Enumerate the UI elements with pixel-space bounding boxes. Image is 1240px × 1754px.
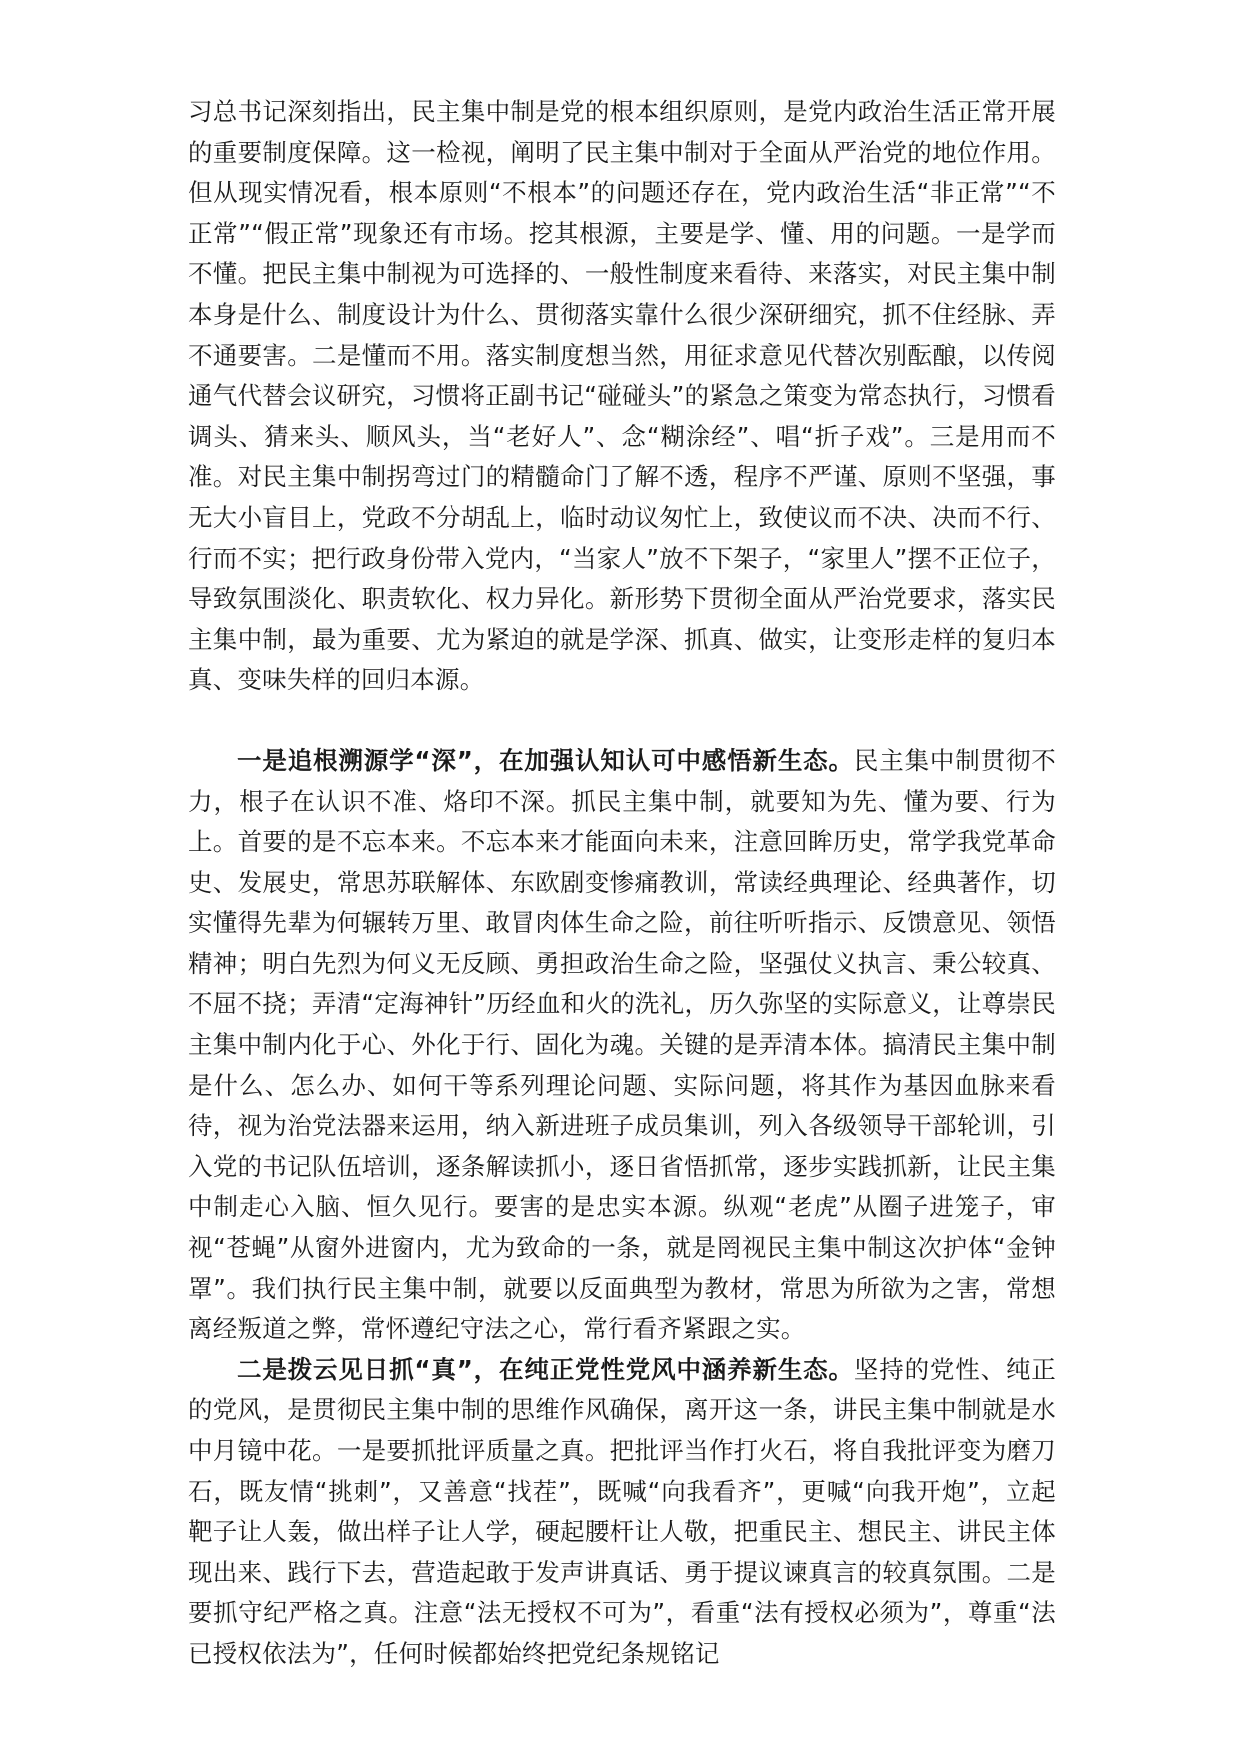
paragraph-text: 民主集中制贯彻不力，根子在认识不准、烙印不深。抓民主集中制，就要知为先、懂为要、行为上。首要的是不忘本来。不忘本来才能面向未来，注意回眸历史，常学我党革命史、发展史，常思苏联解体、东欧剧变惨痛教训，常读经典理论、经典著作，切实懂得先辈为何辗转万里、敢冒肉体生命之险，前往听听指示、反馈意见、领悟精神；明白先烈为何义无反顾、勇担政治生命之险，坚强仗义执言、秉公较真、不屈不挠；弄清“定海神针”历经血和火的洗礼，历久弥坚的实际意义，让尊崇民主集中制内化于心、外化于行、固化为魂。关键的是弄清本体。搞清民主集中制是什么、怎么办、如何干等系列理论问题、实际问题，将其作为基因血脉来看待，视为治党法器来运用，纳入新进班子成员集训，列入各级领导干部轮训，引入党的书记队伍培训，逐条解读抓小，逐日省悟抓常，逐步实践抓新，让民主集中制走心入脑、恒久见行。要害的是忠实本源。纵观“老虎”从圈子进笼子，审视“苍蝇”从窗外进窗内，尤为致命的一条，就是罔视民主集中制这次护体“金钟罩”。我们执行民主集中制，就要以反面典型为教材，常思为所欲为之害，常想离经叛道之弊，常怀遵纪守法之心，常行看齐紧跟之实。: [188, 745, 1056, 1344]
paragraph-intro: [188, 92, 1056, 701]
paragraph-lead: 二是拨云见日抓“真”，在纯正党性党风中涵养新生态。: [237, 1354, 854, 1384]
document-body: [188, 92, 1056, 1675]
paragraph-lead: 一是追根溯源学“深”，在加强认知认可中感悟新生态。: [237, 745, 854, 775]
paragraph-text: 习总书记深刻指出，民主集中制是党的根本组织原则，是党内政治生活正常开展的重要制度保障。这一检视，阐明了民主集中制对于全面从严治党的地位作用。但从现实情况看，根本原则“不根本”的问题还存在，党内政治生活“非正常”“不正常”“假正常”现象还有市场。挖其根源，主要是学、懂、用的问题。一是学而不懂。把民主集中制视为可选择的、一般性制度来看待、来落实，对民主集中制本身是什么、制度设计为什么、贯彻落实靠什么很少深研细究，抓不住经脉、弄不通要害。二是懂而不用。落实制度想当然，用征求意见代替次别酝酿，以传阅通气代替会议研究，习惯将正副书记“碰碰头”的紧急之策变为常态执行，习惯看调头、猜来头、顺风头，当“老好人”、念“糊涂经”、唱“折子戏”。三是用而不准。对民主集中制拐弯过门的精髓命门了解不透，程序不严谨、原则不坚强，事无大小盲目上，党政不分胡乱上，临时动议匆忙上，致使议而不决、决而不行、行而不实；把行政身份带入党内，“当家人”放不下架子，“家里人”摆不正位子，导致氛围淡化、职责软化、权力异化。新形势下贯彻全面从严治党要求，落实民主集中制，最为重要、尤为紧迫的就是学深、抓真、做实，让变形走样的复归本真、变味失样的回归本源。: [188, 97, 1056, 695]
paragraph-text: 坚持的党性、纯正的党风，是贯彻民主集中制的思维作风确保，离开这一条，讲民主集中制就是水中月镜中花。一是要抓批评质量之真。把批评当作打火石，将自我批评变为磨刀石，既友情“挑刺”，又善意“找茬”，既喊“向我看齐”，更喊“向我开炮”，立起靶子让人轰，做出样子让人学，硬起腰杆让人敬，把重民主、想民主、讲民主体现出来、践行下去，营造起敢于发声讲真话、勇于提议谏真言的较真氛围。二是要抓守纪严格之真。注意“法无授权不可为”，看重“法有授权必须为”，尊重“法已授权依法为”，任何时候都始终把党纪条规铭记: [188, 1354, 1056, 1668]
paragraph-point-two: [188, 1350, 1056, 1675]
paragraph-point-one: [188, 741, 1056, 1350]
